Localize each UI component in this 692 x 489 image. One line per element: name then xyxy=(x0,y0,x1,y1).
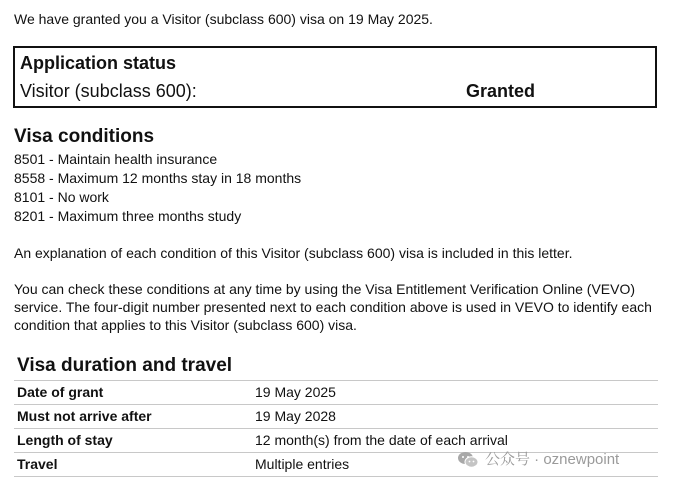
row-label: Travel xyxy=(14,453,252,477)
row-value: Multiple entries xyxy=(252,453,658,477)
application-status-box xyxy=(13,46,657,108)
row-value: 12 month(s) from the date of each arrival xyxy=(252,429,658,453)
row-label: Date of grant xyxy=(14,381,252,405)
condition-item: 8501 - Maintain health insurance xyxy=(14,151,218,167)
row-label: Must not arrive after xyxy=(14,405,252,429)
row-value: 19 May 2025 xyxy=(252,381,658,405)
visa-subclass-label: Visitor (subclass 600): xyxy=(20,81,197,101)
row-value: 19 May 2028 xyxy=(252,405,658,429)
condition-item: 8101 - No work xyxy=(14,189,109,205)
row-label: Length of stay xyxy=(14,429,252,453)
visa-duration-title: Visa duration and travel xyxy=(17,355,233,376)
application-status-title: Application status xyxy=(20,53,177,73)
grant-statement: We have granted you a Visitor (subclass 600) visa on 19 May 2025. xyxy=(14,11,433,27)
table-row xyxy=(14,381,658,405)
vevo-note: You can check these conditions at any time by using the Visa Entitlement Verification Online (VEVO) service. The four-digit number presented next to each condition above is used in VEVO to identify each condition that applies to this Visitor (subclass 600) visa. xyxy=(14,281,652,333)
table-row xyxy=(14,429,658,453)
conditions-explanation: An explanation of each condition of this Visitor (subclass 600) visa is included in this letter. xyxy=(14,245,573,261)
condition-item: 8201 - Maximum three months study xyxy=(14,208,242,224)
status-value: Granted xyxy=(466,81,536,101)
watermark-text: 公众号 · oznewpoint xyxy=(485,451,620,468)
condition-item: 8558 - Maximum 12 months stay in 18 months xyxy=(14,170,302,186)
visa-conditions-list xyxy=(14,150,301,226)
wechat-icon xyxy=(457,451,479,469)
visa-conditions-title: Visa conditions xyxy=(14,126,155,147)
table-row xyxy=(14,405,658,429)
watermark xyxy=(457,450,619,470)
